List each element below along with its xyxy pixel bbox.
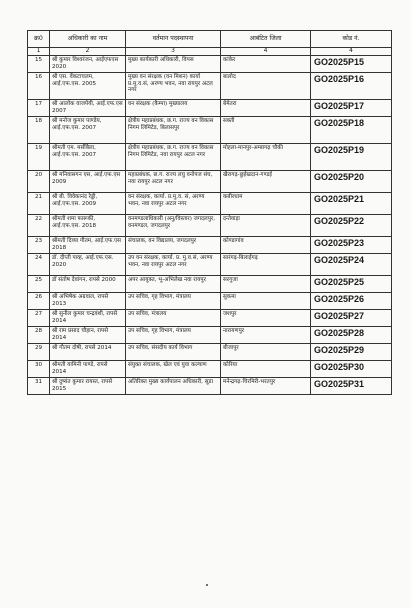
cell-name: श्रीमती शमा फारूकी, आई.एफ.एस. 2018 bbox=[50, 215, 126, 237]
cell-name: डॉ संतोष देवांगन, रापसे 2000 bbox=[50, 276, 126, 293]
cell-sn: 19 bbox=[28, 144, 50, 171]
cell-sn: 25 bbox=[28, 276, 50, 293]
cell-name: श्री आलोक वाजपेयी, आई.एफ.एस 2007 bbox=[50, 100, 126, 117]
cell-name: श्री दुष्यंत कुमार रायस्त, रापसे 2015 bbox=[50, 378, 126, 395]
table-row bbox=[28, 73, 392, 100]
colnum-5: 4 bbox=[311, 48, 392, 56]
cell-name: श्री गौतम दोषी, रापसे 2014 bbox=[50, 344, 126, 361]
cell-sn: 30 bbox=[28, 361, 50, 378]
cell-district: मनेन्द्रगढ़-चिरमिरी-भरतपुर bbox=[221, 378, 311, 395]
cell-posting: महाप्रबंधक, छ.ग. राज्य लघु वनोपज संघ, नवा रायपुर अटल नगर bbox=[126, 171, 221, 193]
cell-district: जशपुर bbox=[221, 310, 311, 327]
cell-district: नारायणपुर bbox=[221, 327, 311, 344]
cell-sn: 15 bbox=[28, 56, 50, 73]
cell-district: सरगुजा bbox=[221, 276, 311, 293]
cell-posting: उप सचिव, गृह विभाग, मंत्रालय bbox=[126, 293, 221, 310]
table-row bbox=[28, 56, 392, 73]
table-row bbox=[28, 171, 392, 193]
cell-name: श्री अभिषेक अग्रवाल, रापसे 2013 bbox=[50, 293, 126, 310]
cell-district: सक्ती bbox=[221, 117, 311, 144]
header-district: आबंटित जिला bbox=[221, 31, 311, 48]
cell-code: GO2025P17 bbox=[311, 100, 392, 117]
table-row bbox=[28, 254, 392, 276]
cell-sn: 29 bbox=[28, 344, 50, 361]
table-row bbox=[28, 144, 392, 171]
cell-code: GO2025P19 bbox=[311, 144, 392, 171]
page-mark bbox=[206, 584, 208, 586]
cell-name: श्रीमती दिव्या गौतम, आई.एफ.एस 2018 bbox=[50, 237, 126, 254]
table-row bbox=[28, 327, 392, 344]
table-row bbox=[28, 100, 392, 117]
colnum-1: 1 bbox=[28, 48, 50, 56]
cell-sn: 20 bbox=[28, 171, 50, 193]
cell-code: GO2025P29 bbox=[311, 344, 392, 361]
cell-name: श्री सुनील कुमार चन्द्रवंशी, रापसे 2014 bbox=[50, 310, 126, 327]
cell-posting: क्षेत्रीय महाप्रबंधक, छ.ग. राज्य वन विकास निगम लिमिटेड, नवा रायपुर अटल नगर bbox=[126, 144, 221, 171]
cell-posting: उप सचिव, गृह विभाग, मंत्रालय bbox=[126, 327, 221, 344]
cell-code: GO2025P24 bbox=[311, 254, 392, 276]
cell-name: श्रीमती एम. मर्सीबैला, आई.एफ.एस. 2007 bbox=[50, 144, 126, 171]
cell-sn: 28 bbox=[28, 327, 50, 344]
cell-posting: वन संरक्षक (कैम्पा) मुख्यालय bbox=[126, 100, 221, 117]
cell-district: कोरिया bbox=[221, 361, 311, 378]
header-code: कोड नं. bbox=[311, 31, 392, 48]
officer-allocation-table bbox=[27, 30, 392, 395]
cell-code: GO2025P28 bbox=[311, 327, 392, 344]
cell-code: GO2025P20 bbox=[311, 171, 392, 193]
cell-sn: 24 bbox=[28, 254, 50, 276]
cell-code: GO2025P23 bbox=[311, 237, 392, 254]
cell-sn: 18 bbox=[28, 117, 50, 144]
cell-name: श्रीमती यामिनी पाण्डे, रापसे 2014 bbox=[50, 361, 126, 378]
table-row bbox=[28, 344, 392, 361]
cell-posting: उप सचिव, संसदीय कार्य विभाग bbox=[126, 344, 221, 361]
table-row bbox=[28, 117, 392, 144]
cell-code: GO2025P21 bbox=[311, 193, 392, 215]
cell-sn: 31 bbox=[28, 378, 50, 395]
table-row bbox=[28, 276, 392, 293]
cell-name: श्री मनिवासगन एस, आई.एफ.एस 2009 bbox=[50, 171, 126, 193]
cell-sn: 17 bbox=[28, 100, 50, 117]
cell-name: श्री एस. वेंकटाचलम, आई.एफ.एस. 2005 bbox=[50, 73, 126, 100]
cell-posting: उप सचिव, मंत्रालय bbox=[126, 310, 221, 327]
cell-posting: मुख्य वन संरक्षक (वन मिशन) कार्या प्र.मु.व.सं, अरण्य भवन, नवा रायपुर अटल नगर bbox=[126, 73, 221, 100]
cell-posting: उप वन संरक्षक, कार्या. प्र. मु.व.सं, अरण्य भवन, नवा रायपुर अटल नगर bbox=[126, 254, 221, 276]
cell-sn: 22 bbox=[28, 215, 50, 237]
cell-code: GO2025P27 bbox=[311, 310, 392, 327]
cell-district: बालोद bbox=[221, 73, 311, 100]
cell-sn: 16 bbox=[28, 73, 50, 100]
cell-district: कांकेर bbox=[221, 56, 311, 73]
cell-district: दन्तेवाड़ा bbox=[221, 215, 311, 237]
table-row bbox=[28, 215, 392, 237]
cell-posting: अतिरिक्त मुख्य कार्यपालन अधिकारी, सूडा bbox=[126, 378, 221, 395]
cell-district: कोण्डागांव bbox=[221, 237, 311, 254]
table-row bbox=[28, 293, 392, 310]
table-row bbox=[28, 237, 392, 254]
cell-district: बीजापुर bbox=[221, 344, 311, 361]
cell-district: सुकमा bbox=[221, 293, 311, 310]
cell-district: बेमेतरा bbox=[221, 100, 311, 117]
table-row bbox=[28, 193, 392, 215]
cell-district: मोहला-मानपुर-अम्बागढ़ चौकी bbox=[221, 144, 311, 171]
header-sn: क्र0 bbox=[28, 31, 50, 48]
cell-sn: 21 bbox=[28, 193, 50, 215]
cell-code: GO2025P26 bbox=[311, 293, 392, 310]
cell-posting: वनमण्डलाधिकारी (अनु/विस्तार) जगदलपुर, वनमण्डल, जगदलपुर bbox=[126, 215, 221, 237]
cell-code: GO2025P30 bbox=[311, 361, 392, 378]
cell-name: डॉ. दीप्ती पाव्ह, आई.एफ.एस. 2020 bbox=[50, 254, 126, 276]
colnum-2: 2 bbox=[50, 48, 126, 56]
cell-name: श्री मनोज कुमार पाण्डेय, आई.एफ.एस. 2007 bbox=[50, 117, 126, 144]
colnum-4: 4 bbox=[221, 48, 311, 56]
cell-name: श्री कुमार विश्वरंजन, आईएफएस 2020 bbox=[50, 56, 126, 73]
cell-district: सारंगढ़-बिलाईगढ़ bbox=[221, 254, 311, 276]
cell-code: GO2025P31 bbox=[311, 378, 392, 395]
header-row bbox=[28, 31, 392, 48]
cell-name: श्री राम प्रसाद चौहान, रापसे 2014 bbox=[50, 327, 126, 344]
cell-code: GO2025P16 bbox=[311, 73, 392, 100]
table-row bbox=[28, 361, 392, 378]
cell-code: GO2025P15 bbox=[311, 56, 392, 73]
cell-posting: मुख्य कार्यकारी अधिकारी, विपस bbox=[126, 56, 221, 73]
cell-sn: 26 bbox=[28, 293, 50, 310]
cell-posting: संयुक्त संचालक, खेल एवं युवा कल्याण bbox=[126, 361, 221, 378]
cell-code: GO2025P25 bbox=[311, 276, 392, 293]
cell-posting: अपर आयुक्त, भू-अभिलेख नवा रायपुर bbox=[126, 276, 221, 293]
cell-sn: 23 bbox=[28, 237, 50, 254]
colnum-3: 3 bbox=[126, 48, 221, 56]
cell-name: श्री बी. विवेकानंद रेड्डी, आई.एफ.एस. 2009 bbox=[50, 193, 126, 215]
cell-district: कबीरधाम bbox=[221, 193, 311, 215]
cell-code: GO2025P18 bbox=[311, 117, 392, 144]
cell-posting: संचालक, वन विद्यालय, जगदलपुर bbox=[126, 237, 221, 254]
allocation-table-sheet bbox=[27, 30, 391, 395]
table-row bbox=[28, 310, 392, 327]
table-row bbox=[28, 378, 392, 395]
cell-posting: वन संरक्षक, कार्या. प्र.मु.व. सं, अरण्य भवन, नवा रायपुर अटल नगर bbox=[126, 193, 221, 215]
column-number-row bbox=[28, 48, 392, 56]
header-name: अधिकारी का नाम bbox=[50, 31, 126, 48]
cell-sn: 27 bbox=[28, 310, 50, 327]
header-posting: वर्तमान पदस्थापना bbox=[126, 31, 221, 48]
cell-district: खैरागढ़-छुईखदान-गण्डई bbox=[221, 171, 311, 193]
cell-code: GO2025P22 bbox=[311, 215, 392, 237]
cell-posting: क्षेत्रीय महाप्रबंधक, छ.ग. राज्य वन विकास निगम लिमिटेड, बिलासपुर bbox=[126, 117, 221, 144]
